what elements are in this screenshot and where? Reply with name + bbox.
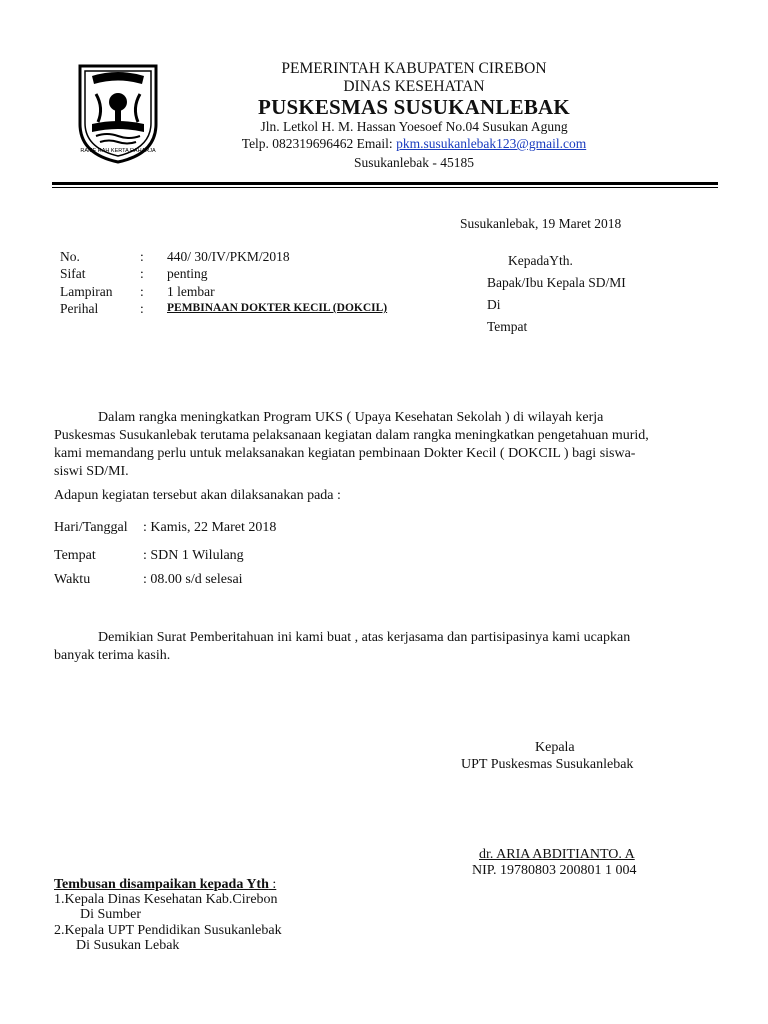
header-postal: Susukanlebak - 45185 [354,155,474,170]
recipient-place: Tempat [487,319,528,334]
cc-item-1: 1.Kepala Dinas Kesehatan Kab.Cirebon [54,892,278,907]
letter-date: Susukanlebak, 19 Maret 2018 [460,216,622,231]
signature-title: Kepala [535,740,575,755]
meta-colon: : [140,249,144,264]
cc-heading [54,877,276,893]
email-link[interactable]: pkm.susukanlebak123@gmail.com [396,136,587,151]
recipient-greeting: KepadaYth. [508,253,573,268]
header-address: Jln. Letkol H. M. Hassan Yoesoef No.04 Susukan Agung [260,119,568,134]
meta-colon: : [140,284,144,299]
schedule-label-place: Tempat [54,548,96,563]
header-divider-thin [52,187,718,188]
schedule-value-day: : Kamis, 22 Maret 2018 [143,520,277,535]
body-line-4: siswi SD/MI. [54,464,129,479]
schedule-label-time: Waktu [54,572,91,587]
meta-value-no: 440/ 30/IV/PKM/2018 [167,249,290,264]
closing-line-1: Demikian Surat Pemberitahuan ini kami buat , atas kerjasama dan partisipasinya kami ucapkan [98,630,631,645]
header-government: PEMERINTAH KABUPATEN CIREBON [281,60,547,77]
meta-colon: : [140,266,144,281]
schedule-label-day: Hari/Tanggal [54,520,128,535]
schedule-value-place: : SDN 1 Wilulang [143,548,244,563]
meta-label-perihal: Perihal [60,301,99,316]
body-intro-schedule: Adapun kegiatan tersebut akan dilaksanakan pada : [54,488,341,503]
header-divider-thick [52,182,718,185]
header-contact [190,136,638,152]
meta-label-lampiran: Lampiran [60,284,113,299]
cc-heading-colon: : [268,877,277,892]
meta-label-no: No. [60,249,80,264]
cc-item-2-location: Di Susukan Lebak [76,938,180,953]
meta-value-perihal: PEMBINAAN DOKTER KECIL (DOKCIL) [167,302,388,314]
body-line-3: kami memandang perlu untuk melaksanakan kegiatan pembinaan Dokter Kecil ( DOKCIL ) bagi siswa- [54,446,636,461]
meta-label-sifat: Sifat [60,266,86,281]
recipient-name: Bapak/Ibu Kepala SD/MI [487,275,626,290]
meta-value-sifat: penting [167,266,208,281]
cc-item-2: 2.Kepala UPT Pendidikan Susukanlebak [54,923,282,938]
signature-name: dr. ARIA ABDITIANTO. A [479,847,635,862]
cc-heading-text: Tembusan disampaikan kepada Yth [54,877,269,892]
schedule-value-time: : 08.00 s/d selesai [143,572,243,587]
cirebon-coat-of-arms-logo [74,62,162,166]
signature-office: UPT Puskesmas Susukanlebak [461,757,634,772]
meta-colon: : [140,301,144,316]
header-phone: Telp. 082319696462 Email: [241,136,397,151]
meta-value-lampiran: 1 lembar [167,284,215,299]
header-department: DINAS KESEHATAN [343,78,485,95]
logo-motto: RAME RAH KERTA RAHARJA [80,148,156,154]
body-line-1: Dalam rangka meningkatkan Program UKS ( Upaya Kesehatan Sekolah ) di wilayah kerja [98,410,604,425]
cc-item-1-location: Di Sumber [80,907,142,922]
closing-line-2: banyak terima kasih. [54,648,171,663]
header-institution: PUSKESMAS SUSUKANLEBAK [258,95,570,119]
body-line-2: Puskesmas Susukanlebak terutama pelaksanaan kegiatan dalam rangka meningkatkan pengetahuan murid, [54,428,649,443]
signature-nip: NIP. 19780803 200801 1 004 [472,863,637,878]
recipient-di: Di [487,297,501,312]
